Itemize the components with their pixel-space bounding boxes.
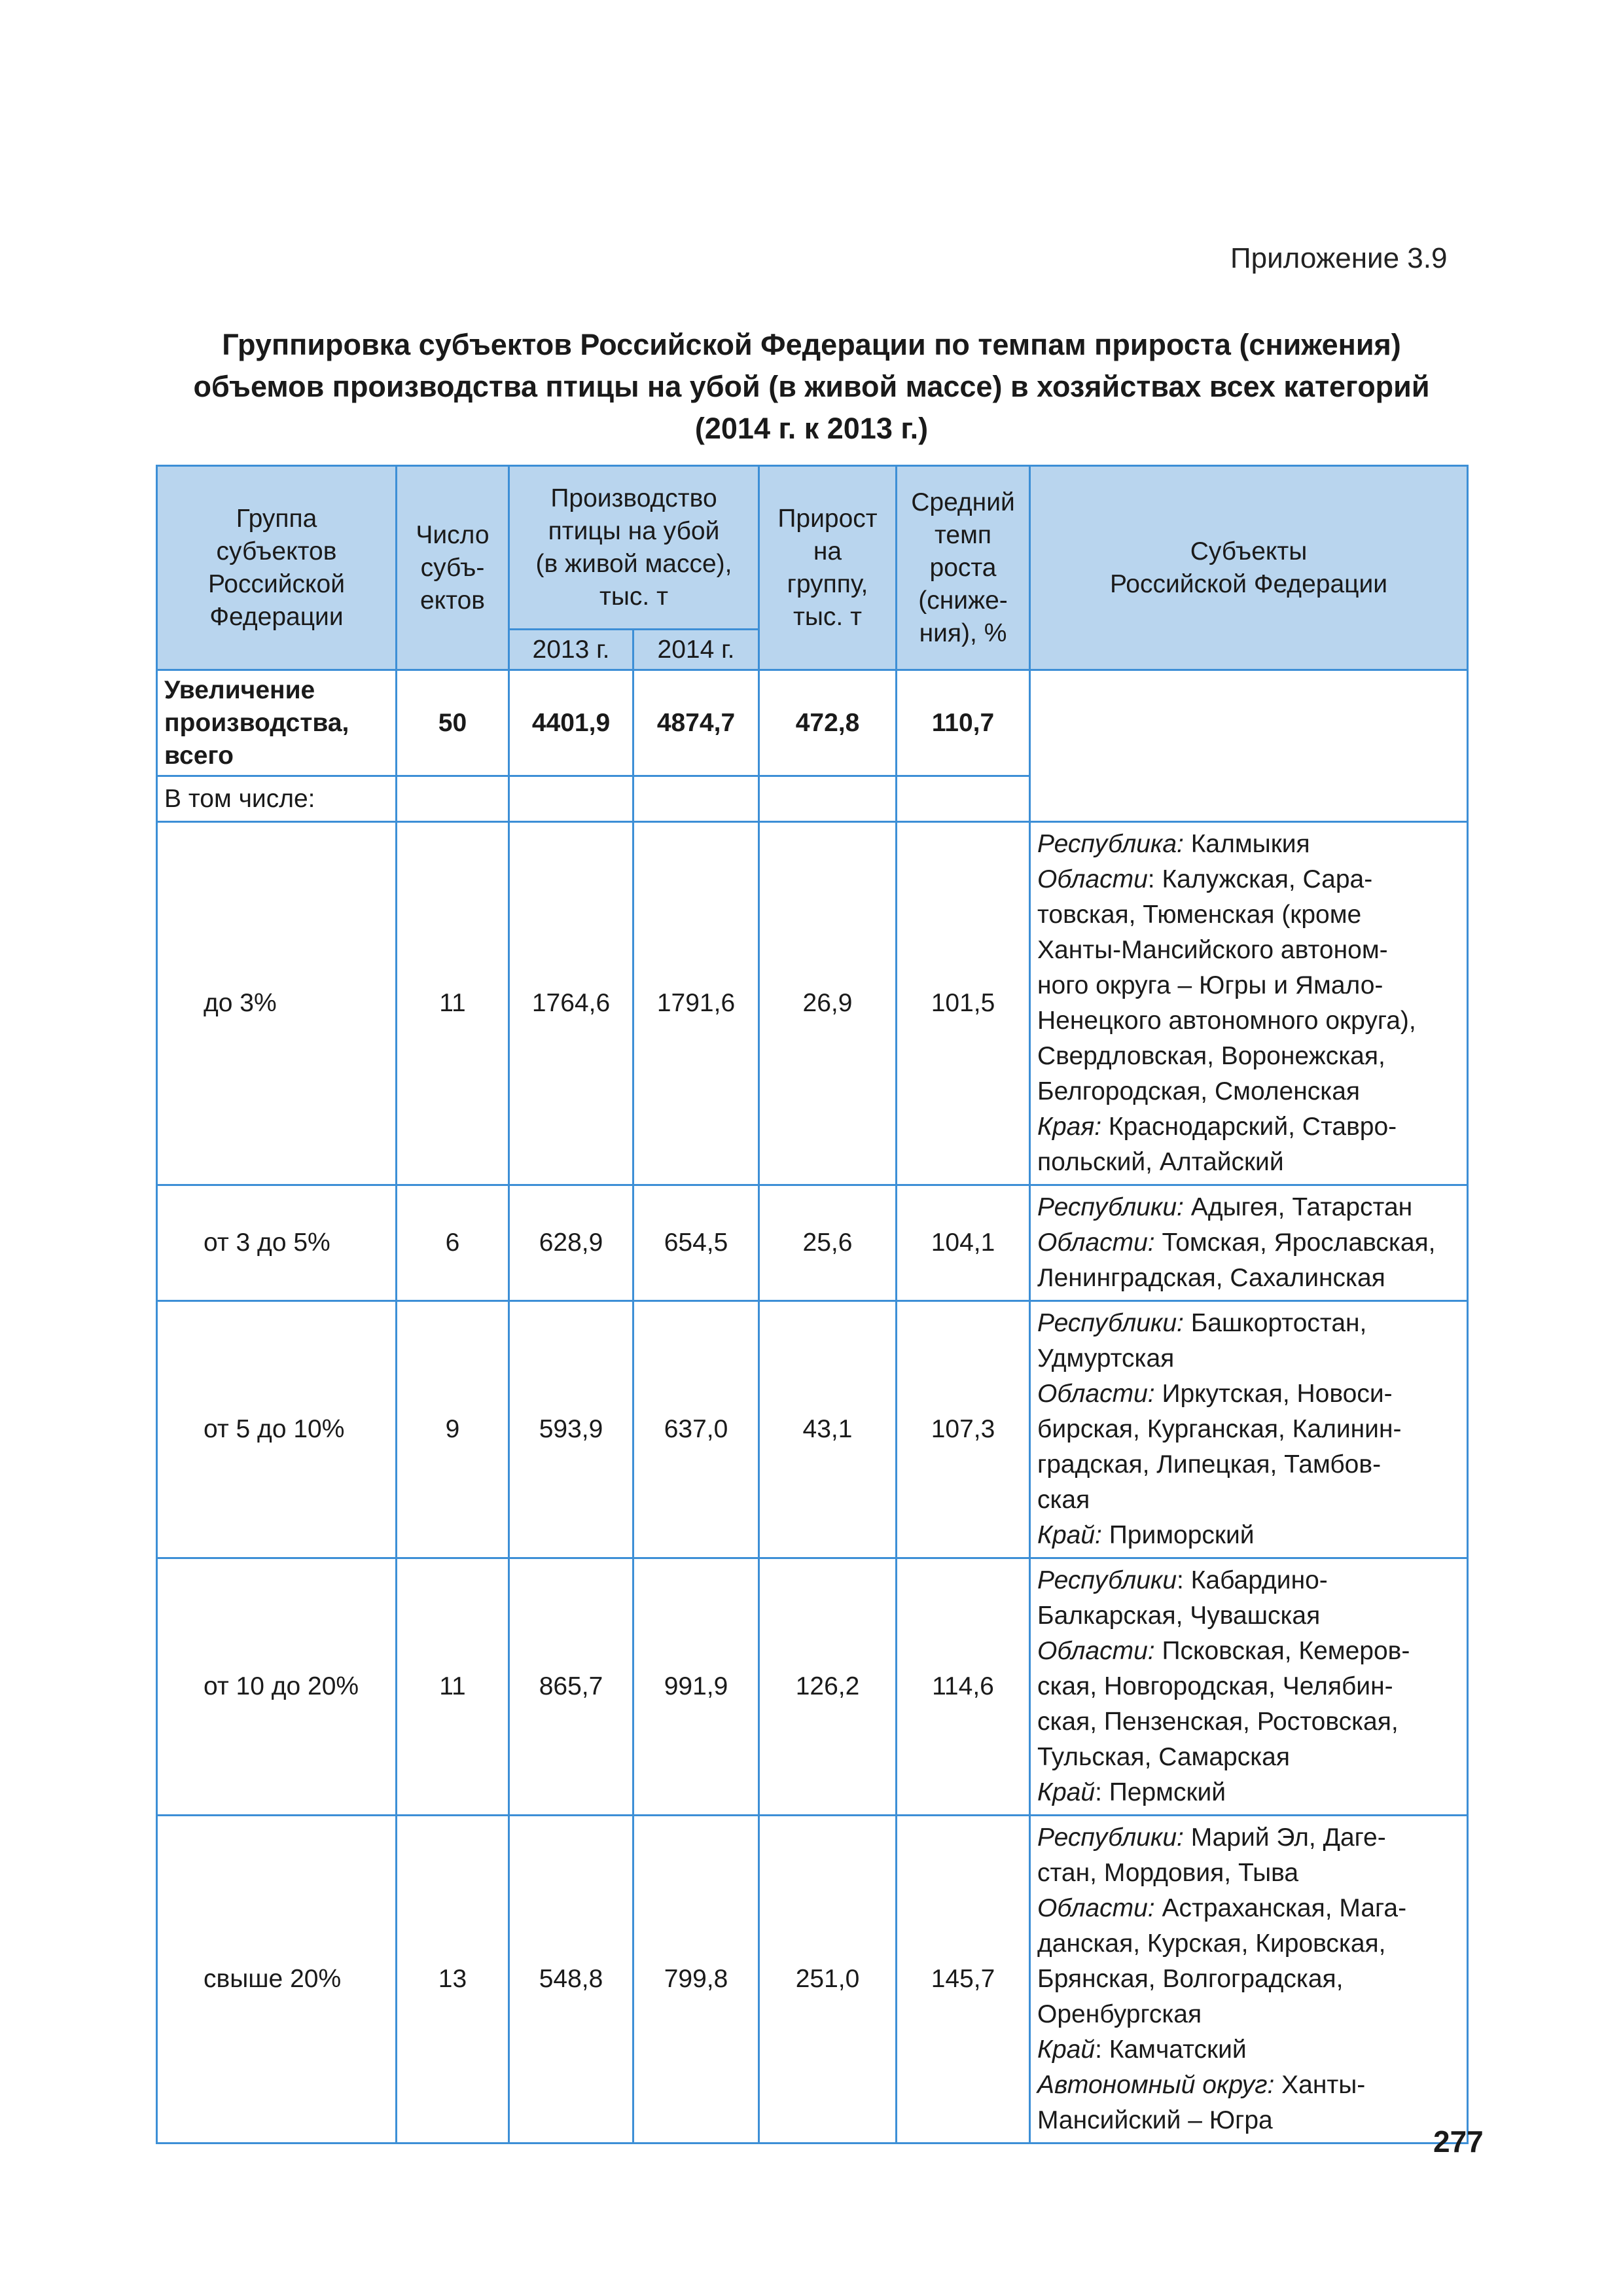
- subject-line: [1037, 1074, 1460, 1109]
- subject-line: [1037, 1962, 1460, 1997]
- subject-text: : Камчатский: [1095, 2036, 1247, 2064]
- subject-category: Области:: [1037, 1637, 1155, 1665]
- total-count: 50: [397, 670, 509, 776]
- row-group: свыше 20%: [157, 1816, 397, 2144]
- row-2013: 593,9: [509, 1301, 633, 1558]
- row-group: до 3%: [157, 822, 397, 1185]
- subject-line: [1037, 1109, 1460, 1145]
- subject-category: Области: [1037, 865, 1148, 893]
- row-subjects: [1030, 1301, 1468, 1558]
- subject-text: Ханты-Мансийского автоном-: [1037, 936, 1388, 964]
- subject-category: Край:: [1037, 1521, 1102, 1549]
- total-row: [157, 670, 1468, 776]
- row-2013: 548,8: [509, 1816, 633, 2144]
- row-rate: 101,5: [897, 822, 1030, 1185]
- subject-text: польский, Алтайский: [1037, 1148, 1284, 1176]
- subject-line: [1037, 1412, 1460, 1447]
- table-row: [157, 822, 1468, 1185]
- subject-category: Края:: [1037, 1113, 1102, 1141]
- row-increase: 26,9: [759, 822, 897, 1185]
- subject-line: [1037, 933, 1460, 968]
- subject-line: [1037, 2068, 1460, 2103]
- empty-cell: [397, 776, 509, 822]
- row-increase: 25,6: [759, 1185, 897, 1301]
- subject-line: [1037, 2032, 1460, 2068]
- subject-text: Свердловская, Воронежская,: [1037, 1042, 1385, 1070]
- regions-table: [156, 465, 1469, 2144]
- subject-line: [1037, 1775, 1460, 1810]
- header-group: Группа субъектов Российской Федерации: [157, 466, 397, 670]
- row-group: от 3 до 5%: [157, 1185, 397, 1301]
- header-count: Число субъ- ектов: [397, 466, 509, 670]
- subject-line: [1037, 862, 1460, 897]
- subject-line: [1037, 2103, 1460, 2138]
- table-title: [131, 324, 1492, 450]
- subject-text: Башкортостан,: [1183, 1309, 1367, 1337]
- row-2014: 799,8: [633, 1816, 759, 2144]
- header-row: [157, 466, 1468, 630]
- subject-text: Краснодарский, Ставро-: [1101, 1113, 1397, 1141]
- including-label: В том числе:: [157, 776, 397, 822]
- subject-text: ская, Новгородская, Челябин-: [1037, 1672, 1393, 1700]
- subject-text: : Пермский: [1095, 1778, 1226, 1806]
- row-2014: 654,5: [633, 1185, 759, 1301]
- subject-line: [1037, 1598, 1460, 1634]
- row-group: от 5 до 10%: [157, 1301, 397, 1558]
- row-subjects: [1030, 1816, 1468, 2144]
- subject-text: : Кабардино-: [1177, 1566, 1328, 1594]
- subject-text: данская, Курская, Кировская,: [1037, 1929, 1386, 1958]
- table-row: [157, 1558, 1468, 1816]
- subject-line: [1037, 1704, 1460, 1740]
- subject-line: [1037, 1145, 1460, 1180]
- subject-text: Мансийский – Югра: [1037, 2106, 1273, 2134]
- subject-text: Томская, Ярославская,: [1154, 1229, 1436, 1257]
- subject-text: Марий Эл, Даге-: [1183, 1823, 1386, 1852]
- subject-line: [1037, 1740, 1460, 1775]
- subject-text: Ненецкого автономного округа),: [1037, 1007, 1416, 1035]
- page-number: 277: [1433, 2125, 1484, 2159]
- header-increase: Прирост на группу, тыс. т: [759, 466, 897, 670]
- total-increase: 472,8: [759, 670, 897, 776]
- total-2013: 4401,9: [509, 670, 633, 776]
- subject-category: Республики: [1037, 1566, 1177, 1594]
- subject-line: [1037, 1820, 1460, 1856]
- header-production: Производство птицы на убой (в живой массе), тыс. т: [509, 466, 759, 630]
- title-line: Группировка субъектов Российской Федерации по темпам прироста (снижения): [222, 328, 1401, 361]
- subject-text: бирская, Курганская, Калинин-: [1037, 1415, 1402, 1443]
- subject-text: ного округа – Югры и Ямало-: [1037, 971, 1383, 999]
- subject-line: [1037, 1563, 1460, 1598]
- subject-text: Астраханская, Мага-: [1154, 1894, 1407, 1922]
- subject-text: Оренбургская: [1037, 2000, 1202, 2028]
- row-2013: 1764,6: [509, 822, 633, 1185]
- empty-cell: [633, 776, 759, 822]
- subject-text: Брянская, Волгоградская,: [1037, 1965, 1344, 1993]
- row-subjects: [1030, 1185, 1468, 1301]
- row-rate: 107,3: [897, 1301, 1030, 1558]
- table-row: [157, 1301, 1468, 1558]
- row-count: 9: [397, 1301, 509, 1558]
- row-group: от 10 до 20%: [157, 1558, 397, 1816]
- subject-category: Республики:: [1037, 1309, 1184, 1337]
- header-2014: 2014 г.: [633, 630, 759, 670]
- row-count: 11: [397, 822, 509, 1185]
- empty-cell: [897, 776, 1030, 822]
- title-line: (2014 г. к 2013 г.): [694, 412, 929, 445]
- subject-category: Области:: [1037, 1380, 1155, 1408]
- row-2014: 1791,6: [633, 822, 759, 1185]
- subject-line: [1037, 1482, 1460, 1518]
- subject-line: [1037, 1891, 1460, 1926]
- subject-line: [1037, 1341, 1460, 1376]
- subject-line: [1037, 1039, 1460, 1074]
- row-rate: 145,7: [897, 1816, 1030, 2144]
- row-count: 13: [397, 1816, 509, 2144]
- empty-cell: [759, 776, 897, 822]
- subject-text: Псковская, Кемеров-: [1154, 1637, 1410, 1665]
- subject-line: [1037, 827, 1460, 862]
- row-subjects: [1030, 1558, 1468, 1816]
- total-label: Увеличение производства, всего: [157, 670, 397, 776]
- subject-category: Республика:: [1037, 830, 1184, 858]
- row-increase: 126,2: [759, 1558, 897, 1816]
- subject-line: [1037, 1669, 1460, 1704]
- subject-text: Ханты-: [1274, 2071, 1366, 2099]
- row-2014: 991,9: [633, 1558, 759, 1816]
- header-subjects: Субъекты Российской Федерации: [1030, 466, 1468, 670]
- subject-text: Балкарская, Чувашская: [1037, 1602, 1321, 1630]
- total-rate: 110,7: [897, 670, 1030, 776]
- subject-line: [1037, 1306, 1460, 1341]
- subject-line: [1037, 1518, 1460, 1553]
- subject-line: [1037, 1856, 1460, 1891]
- subject-text: градская, Липецкая, Тамбов-: [1037, 1450, 1382, 1479]
- total-subjects-empty: [1030, 670, 1468, 822]
- row-subjects: [1030, 822, 1468, 1185]
- row-count: 6: [397, 1185, 509, 1301]
- subject-line: [1037, 1634, 1460, 1669]
- subject-category: Край: [1037, 2036, 1096, 2064]
- subject-text: : Калужская, Сара-: [1147, 865, 1373, 893]
- subject-text: Ленинградская, Сахалинская: [1037, 1264, 1385, 1292]
- subject-line: [1037, 1190, 1460, 1225]
- subject-category: Край: [1037, 1778, 1096, 1806]
- row-rate: 104,1: [897, 1185, 1030, 1301]
- subject-text: Тульская, Самарская: [1037, 1743, 1290, 1771]
- subject-line: [1037, 897, 1460, 933]
- row-2013: 865,7: [509, 1558, 633, 1816]
- subject-line: [1037, 1376, 1460, 1412]
- subject-text: стан, Мордовия, Тыва: [1037, 1859, 1299, 1887]
- subject-line: [1037, 1926, 1460, 1962]
- subject-line: [1037, 1997, 1460, 2032]
- row-rate: 114,6: [897, 1558, 1030, 1816]
- subject-line: [1037, 1447, 1460, 1482]
- subject-category: Республики:: [1037, 1823, 1184, 1852]
- header-2013: 2013 г.: [509, 630, 633, 670]
- subject-text: Иркутская, Новоси-: [1154, 1380, 1393, 1408]
- total-2014: 4874,7: [633, 670, 759, 776]
- row-2013: 628,9: [509, 1185, 633, 1301]
- subject-line: [1037, 1261, 1460, 1296]
- row-count: 11: [397, 1558, 509, 1816]
- subject-text: Адыгея, Татарстан: [1183, 1193, 1413, 1221]
- row-increase: 251,0: [759, 1816, 897, 2144]
- subject-category: Республики:: [1037, 1193, 1184, 1221]
- header-rate: Средний темп роста (сниже- ния), %: [897, 466, 1030, 670]
- subject-line: [1037, 1225, 1460, 1261]
- subject-text: Белгородская, Смоленская: [1037, 1077, 1361, 1105]
- table-row: [157, 1185, 1468, 1301]
- subject-category: Автономный округ:: [1037, 2071, 1275, 2099]
- subject-text: товская, Тюменская (кроме: [1037, 901, 1362, 929]
- subject-category: Области:: [1037, 1229, 1155, 1257]
- subject-text: ская, Пензенская, Ростовская,: [1037, 1708, 1399, 1736]
- subject-line: [1037, 1003, 1460, 1039]
- subject-text: Калмыкия: [1183, 830, 1310, 858]
- appendix-label: Приложение 3.9: [1230, 242, 1448, 274]
- subject-category: Области:: [1037, 1894, 1155, 1922]
- table-row: [157, 1816, 1468, 2144]
- title-line: объемов производства птицы на убой (в живой массе) в хозяйствах всех категорий: [193, 370, 1430, 403]
- subject-text: Приморский: [1101, 1521, 1255, 1549]
- row-2014: 637,0: [633, 1301, 759, 1558]
- row-increase: 43,1: [759, 1301, 897, 1558]
- subject-line: [1037, 968, 1460, 1003]
- subject-text: ская: [1037, 1486, 1090, 1514]
- subject-text: Удмуртская: [1037, 1344, 1175, 1372]
- empty-cell: [509, 776, 633, 822]
